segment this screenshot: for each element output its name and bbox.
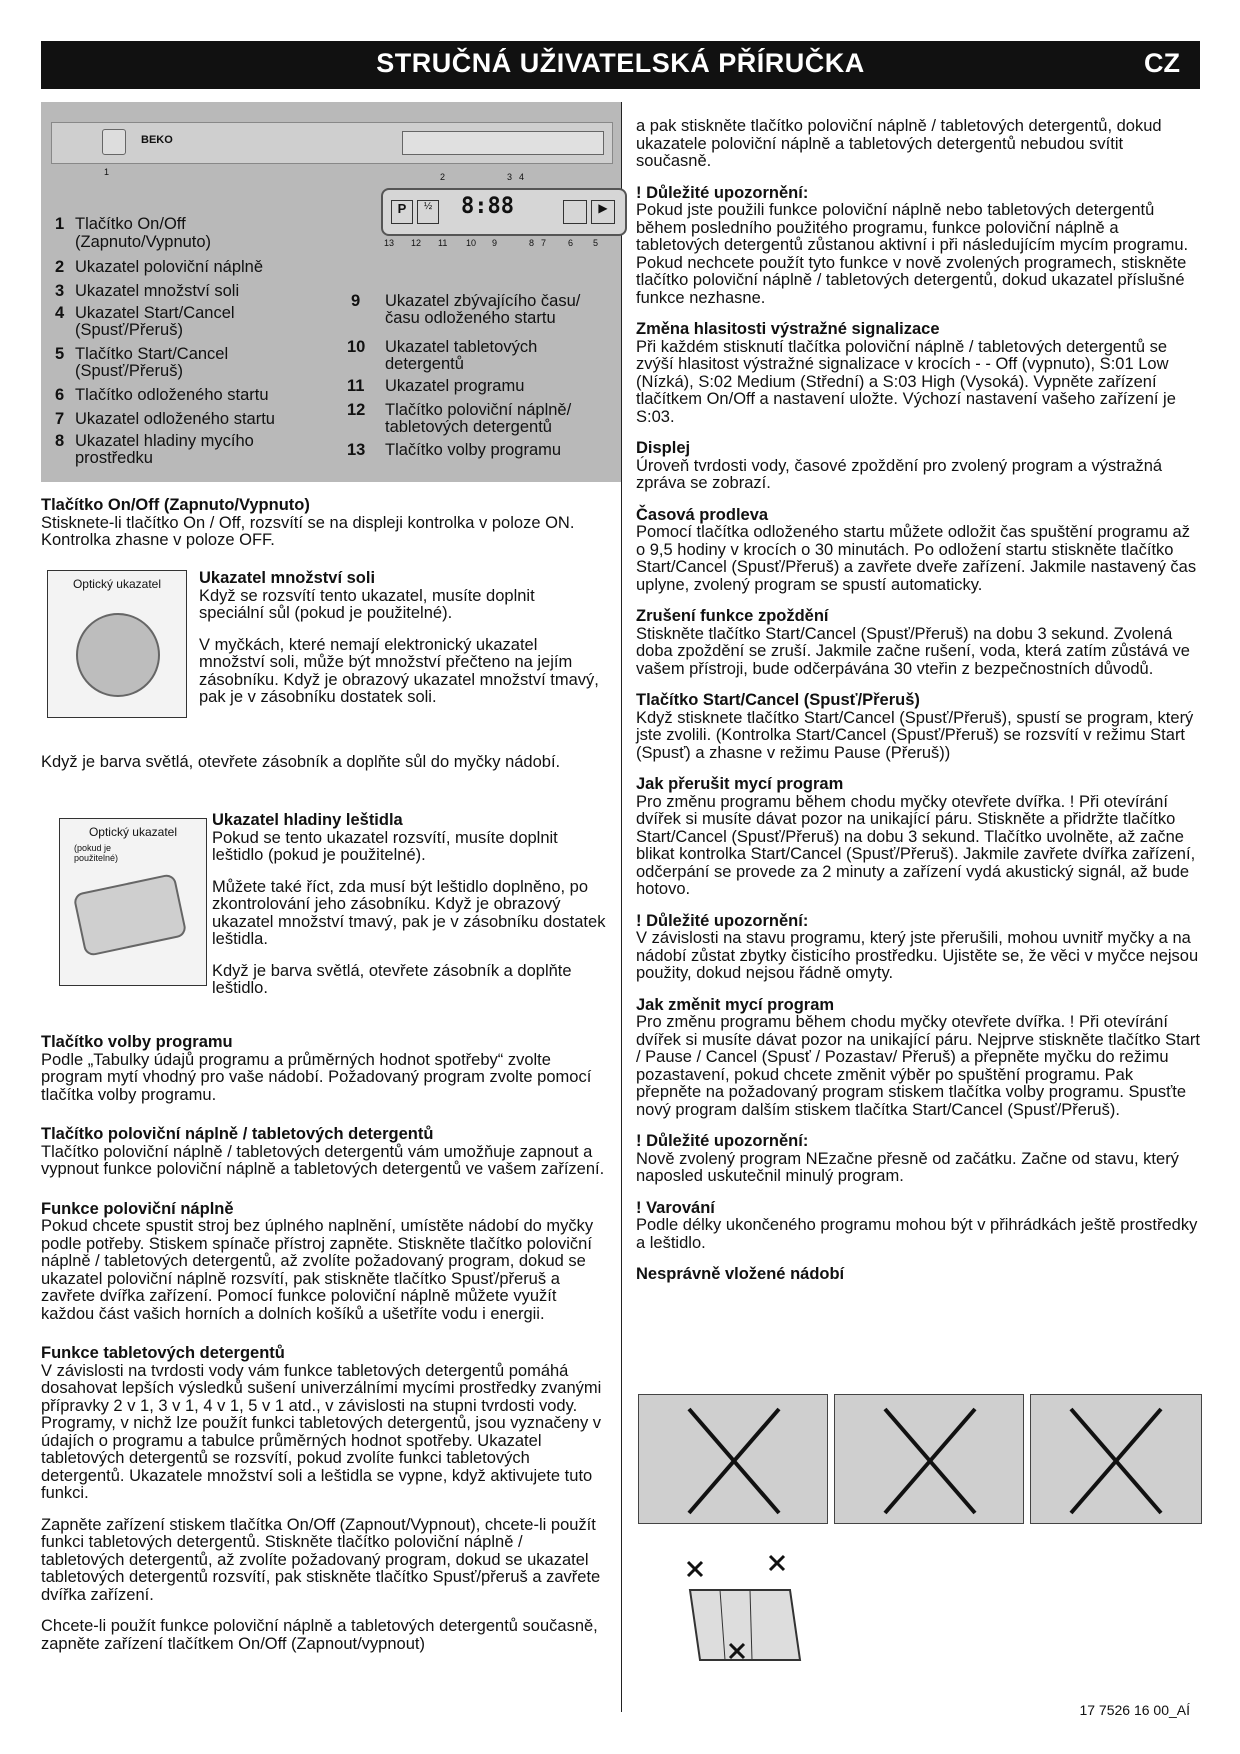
salt-text (199, 570, 599, 721)
paragraph: Tlačítko poloviční náplně / tabletových detergentů vám umožňuje zapnout a vypnout funkce poloviční náplně a tabletových detergentů ve vašem zařízení. (41, 1142, 605, 1178)
cross-mark-icon (1031, 1395, 1201, 1523)
legend-item: 9 Ukazatel zbývajícího času/ (351, 292, 581, 310)
cutlery-basket-icon (680, 1550, 810, 1670)
paragraph: Stisknete-li tlačítko On / Off, rozsvítí se na displeji kontrolka v poloze ON. Kontrolka zhasne v poloze OFF. (41, 513, 575, 549)
wrong-loading-image-3 (1030, 1394, 1202, 1524)
document-code: 17 7526 16 00_AÍ (1079, 1702, 1190, 1718)
section-heading: Displej (636, 439, 691, 457)
legend-item-cont: času odloženého startu (385, 309, 556, 327)
section-heading: ! Důležité upozornění: (636, 183, 809, 202)
paragraph: V závislosti na tvrdosti vody vám funkce tabletových detergentů pomáhá dosahovat lepších výsledků sušení univerzálními mycími prostředky zvanými přípravky 2 v 1, 3 v 1, 4 v 1, 5 v 1 atd., v závislosti na stupni tvrdosti vody. Programy, v nichž lze použít funkci tabletových detergentů, jsou vyznačeny v údajích o programu a tabulce průměrných hodnot spotřeby. Ukazatel tabletových detergentů se rozsvítí, pokud zvolíte funkci tabletových detergentů. Ukazatele množství soli a leštidla se vypne, když aktivujete tuto funkci. (41, 1361, 602, 1502)
paragraph: a pak stiskněte tlačítko poloviční náplně / tabletových detergentů, dokud ukazatele poloviční náplně a tabletových detergentů nebudou svítit současně. (636, 117, 1162, 170)
paragraph: Když je barva světlá, otevřete zásobník a doplňte leštidlo. (212, 961, 572, 997)
cutlery-basket-image (680, 1550, 810, 1670)
legend-item: 13 Tlačítko volby programu (347, 441, 562, 459)
legend-item-cont: (Zapnuto/Vypnuto) (75, 233, 212, 251)
callout-4: 4 (519, 172, 525, 182)
left-column (41, 497, 606, 564)
figure-caption: Optický ukazatel (72, 577, 162, 591)
section-heading: Nesprávně vložené nádobí (636, 1265, 845, 1283)
paragraph: Pomocí tlačítka odloženého startu můžete odložit čas spuštění programu až o 9,5 hodiny v krocích o 30 minutách. Po odložení startu stiskněte tlačítko Start/Cancel (Spusť/Přeruš) a zavřete dveře zařízení. Jakmile nastavený čas uplyne, zvolený program se spustí automaticky. (636, 523, 1197, 594)
language-code: CZ (1144, 48, 1180, 78)
callout-7: 7 (541, 238, 547, 248)
section-heading: Časová prodleva (636, 505, 769, 524)
paragraph: Stiskněte tlačítko Start/Cancel (Spusť/Přeruš) na dobu 3 sekund. Zvolená doba zpoždění se zruší. Jakmile začne rušení, voda, která zatím zůstává ve vašem přístroji, bude odčerpávána 30 vteřin z bezpečnostních důvodů. (636, 624, 1190, 678)
paragraph: Pokud jste použili funkce poloviční náplně nebo tabletových detergentů během posledního použitého programu, funkce poloviční náplně a tabletových detergentů zůstanou aktivní i při následujícím mycím programu. Pokud nechcete použít tyto funkce v nově zvolených programech, stiskněte tlačítko poloviční náplně / tabletových detergentů, dokud ukazatel příslušné funkce nezhasne. (636, 201, 1189, 307)
legend-item: 6 Tlačítko odloženého startu (55, 386, 269, 404)
paragraph: V myčkách, které nemají elektronický ukazatel množství soli, může být množství přečteno na jejím zásobníku. Když je obrazový ukazatel množství tmavý, pak je v zásobníku dostatek soli. (199, 635, 599, 706)
wrong-loading-image-2 (834, 1394, 1024, 1524)
callout-6: 6 (568, 238, 574, 248)
right-column (636, 118, 1201, 1284)
half-load-button-icon: ½ (417, 200, 439, 224)
paragraph: Pokud se tento ukazatel rozsvítí, musíte doplnit leštidlo (pokud je použitelné). (212, 828, 558, 864)
rinse-text (212, 812, 612, 1012)
paragraph: Když se rozsvítí tento ukazatel, musíte doplnit speciální sůl (pokud je použitelné). (199, 586, 535, 622)
section-heading: Tlačítko poloviční náplně / tabletových detergentů (41, 1125, 434, 1143)
callout-12: 12 (411, 238, 422, 248)
callout-9: 9 (492, 238, 498, 248)
section-heading: ! Důležité upozornění: (636, 911, 809, 930)
section-heading: Jak změnit mycí program (636, 995, 835, 1014)
section-heading: Ukazatel množství soli (199, 569, 376, 587)
section-heading: Jak přerušit mycí program (636, 775, 844, 793)
paragraph: Podle délky ukončeného programu mohou být v přihrádkách ještě prostředky a leštidlo. (636, 1216, 1198, 1252)
paragraph: Chcete-li použít funkce poloviční náplně a tabletových detergentů současně, zapněte zařízení tlačítkem On/Off (Zapnout/vypnout) (41, 1617, 598, 1653)
callout-5: 5 (593, 238, 599, 248)
section-heading: Tlačítko On/Off (Zapnuto/Vypnuto) (41, 496, 310, 514)
legend-item-cont: tabletových detergentů (385, 418, 552, 436)
cross-mark-icon (835, 1395, 1023, 1523)
callout-1: 1 (104, 167, 110, 177)
legend-item: 2 Ukazatel poloviční náplně (55, 258, 264, 276)
panel-display-small (402, 131, 604, 155)
legend-item-cont: (Spusť/Přeruš) (75, 321, 183, 339)
callout-2: 2 (440, 172, 446, 182)
cross-mark-icon (639, 1395, 827, 1523)
section-heading: Zrušení funkce zpoždění (636, 607, 829, 625)
callout-11: 11 (438, 238, 448, 248)
start-button-icon: ▶ (591, 200, 615, 224)
legend-item: 10 Ukazatel tabletových (347, 338, 538, 356)
paragraph: Podle „Tabulky údajů programu a průměrných hodnot spotřeby“ zvolte program mytí vhodný pro vaše nádobí. Požadovaný program zvolte pomocí tlačítka volby programu. (41, 1050, 592, 1104)
page-title: STRUČNÁ UŽIVATELSKÁ PŘÍRUČKA (376, 48, 865, 78)
paragraph: Úroveň tvrdosti vody, časové zpoždění pro zvolený program a výstražná zpráva se zobrazí. (636, 456, 1163, 492)
panel-strip (51, 122, 613, 164)
legend-item: 3 Ukazatel množství soli (55, 282, 240, 300)
wrong-loading-image-1 (638, 1394, 828, 1524)
delay-button-icon (563, 200, 587, 224)
legend-item: 12 Tlačítko poloviční náplně/ (347, 401, 572, 419)
section-heading: Funkce poloviční náplně (41, 1199, 234, 1218)
salt-indicator-figure (47, 570, 187, 718)
legend-item: 4 Ukazatel Start/Cancel (55, 304, 235, 322)
legend-item-cont: detergentů (385, 355, 464, 373)
paragraph: Můžete také říct, zda musí být leštidlo doplněno, po zkontrolování jeho zásobníku. Když je obrazový ukazatel množství tmavý, pak je v zásobníku dostatek leštidla. (212, 877, 606, 948)
paragraph: Zapněte zařízení stiskem tlačítka On/Off (Zapnout/Vypnout), chcete-li použít funkci tabletových detergentů. Stiskněte tlačítko poloviční náplně / tabletových detergentů, až zvolíte požadovaný program, dokud se ukazatel tabletových detergentů rozsvítí, pak stiskněte tlačítko Spusť/přeruš a zavřete dvířka zařízení. (41, 1515, 601, 1604)
brand-logo: BEKO (141, 134, 173, 146)
section-heading: Funkce tabletových detergentů (41, 1344, 285, 1362)
rinse-aid-figure (59, 818, 207, 986)
power-button-icon (102, 129, 126, 155)
paragraph: Při každém stisknutí tlačítka poloviční náplně / tabletových detergentů se zvýší hlasitost výstražné signalizace v krocích - - Off (vypnuto), S:01 Low (Nízká), S:02 Medium (Střední) a S:03 High (Vysoká). Vypněte zařízení tlačítkem On/Off a nastavení uložte. Výchozí nastavení vašeho zařízení je S:03. (636, 337, 1176, 426)
legend-item-cont: prostředku (75, 449, 153, 467)
callout-8: 8 (529, 238, 535, 248)
figure-subcaption: (pokud je použitelné) (74, 843, 119, 863)
control-panel-figure (41, 102, 621, 482)
section-heading: Tlačítko Start/Cancel (Spusť/Přeruš) (636, 691, 920, 709)
paragraph: Pro změnu programu během chodu myčky otevřete dvířka. ! Při otevírání dvířek si musíte dávat pozor na unikající páru. Nejprve stiskněte tlačítko Start / Pause / Cancel (Spusť / Pozastav/ Přeruš) a přepněte myčku do režimu pozastavení, pokud chcete změnit výběr po spuštění programu. Pak přepněte na požadovaný program stiskem tlačítka volby programu. Spusťte nový program dalším stiskem tlačítka Start/Cancel (Spusť/Přeruš). (636, 1013, 1201, 1119)
paragraph: V závislosti na stavu programu, který jste přerušili, mohou uvnitř myčky a na nádobí zůstat zbytky čisticího prostředku. Ujistěte se, že věci v myčce nejsou použity, dokud nejsou řádně omyty. (636, 929, 1199, 982)
section-heading: Změna hlasitosti výstražné signalizace (636, 320, 940, 338)
callout-3: 3 (507, 172, 513, 182)
salt-cap-icon (76, 613, 160, 697)
section-heading: ! Důležité upozornění: (636, 1132, 809, 1150)
display-digits: 8:88 (461, 194, 514, 219)
left-column-lower (41, 1034, 606, 1667)
figure-caption: Optický ukazatel (88, 825, 178, 839)
legend-item: 11 Ukazatel programu (347, 377, 525, 395)
column-divider (621, 102, 622, 1712)
paragraph: Pokud chcete spustit stroj bez úplného naplnění, umístěte nádobí do myčky podle potřeby. Stiskem spínače přístroj zapněte. Stiskněte tlačítko poloviční náplně / tabletových detergentů, až zvolíte požadovaný program, dokud se ukazatel poloviční náplně rozsvítí, pak stiskněte tlačítko Spusť/přeruš a zavřete dvířka zařízení. Pomocí funkce poloviční náplně můžete využít každou část vašich horních a dolních košíků a ušetříte vodu i energii. (41, 1217, 594, 1323)
legend-item-cont: (Spusť/Přeruš) (75, 362, 183, 380)
paragraph: Nově zvolený program NEzačne přesně od začátku. Začne od stavu, který naposled uskutečnil minulý program. (636, 1149, 1179, 1185)
legend-item: 5 Tlačítko Start/Cancel (55, 345, 229, 363)
paragraph: Když je barva světlá, otevřete zásobník a doplňte sůl do myčky nádobí. (41, 753, 561, 771)
page-header (41, 41, 1200, 89)
section-heading: Tlačítko volby programu (41, 1033, 233, 1051)
section-heading: Ukazatel hladiny leštidla (212, 811, 403, 829)
rinse-aid-dispenser-icon (72, 873, 187, 957)
paragraph: Když stisknete tlačítko Start/Cancel (Spusť/Přeruš), spustí se program, který jste zvolili. (Kontrolka Start/Cancel (Spusť/Přeruš) se rozsvítí v režimu Start (Spusť) a zhasne v režimu Pause (Přeruš)) (636, 708, 1194, 762)
legend-item: 8 Ukazatel hladiny mycího (55, 432, 254, 450)
callout-10: 10 (466, 238, 477, 248)
callout-13: 13 (384, 238, 395, 248)
program-button-icon: P (391, 200, 413, 224)
section-heading: ! Varování (636, 1198, 715, 1217)
salt-text-tail (41, 754, 606, 786)
legend-item: 7 Ukazatel odloženého startu (55, 410, 275, 428)
paragraph: Pro změnu programu během chodu myčky otevřete dvířka. ! Při otevírání dvířek si musíte dávat pozor na unikající páru. Stiskněte a přidržte tlačítko Start/Cancel (Spusť/Přeruš) na dobu 3 sekund. Tlačítko uvolněte, až začne blikat kontrolka Start/Cancel (Spusť/Přeruš). Jakmile zavřete dvířka zařízení, odčerpání se provede za 2 minuty a zařízení vydá akustický signál, až bude hotovo. (636, 792, 1196, 898)
legend-item: 1 Tlačítko On/Off (55, 215, 186, 233)
